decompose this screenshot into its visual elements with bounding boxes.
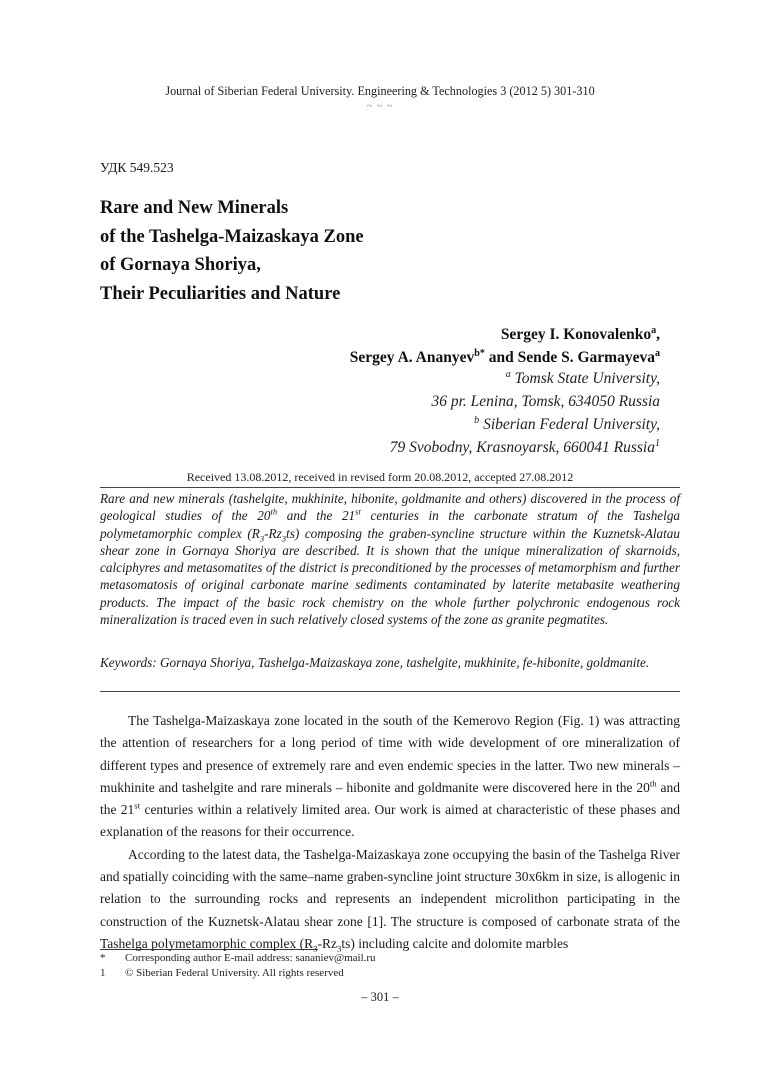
- affil-mark: a: [505, 368, 511, 380]
- received-dates: Received 13.08.2012, received in revised form 20.08.2012, accepted 27.08.2012: [186, 470, 574, 484]
- abstract-text: Rare and new minerals (tashelgite, mukhinite, hibonite, goldmanite and others) discovered in the process of geological studies of the 20: [100, 491, 680, 524]
- author-affil-mark: b*: [474, 347, 485, 359]
- paragraph-text: According to the latest data, the Tashelga-Maizaskaya zone occupying the basin of the Tashelga River and spatially coinciding with the same–name graben-syncline joint structure 30x6km in size, is allogenic in relation to the surrounding rocks and represents an independent microlithon participating in the construction of the Kuznetsk-Alatau shear zone [1]. The structure is composed of carbonate strata of the Tashelga polymetamorphic complex (R: [100, 846, 680, 951]
- paragraph: [100, 710, 680, 844]
- header-ornament: ~ ~ ~: [366, 101, 394, 112]
- paragraph-text: centuries within a relatively limited area. Our work is aimed at characteristic of these phases and explanation of the reasons for their occurrence.: [100, 802, 680, 840]
- footnotes: [100, 951, 376, 981]
- footnote-text: Corresponding author E-mail address: sananiev@mail.ru: [125, 952, 376, 964]
- abstract-top-rule: [100, 487, 680, 488]
- author-conjunction: and: [484, 349, 518, 366]
- abstract-text: -Rz: [264, 525, 282, 541]
- running-head: Journal of Siberian Federal University. Engineering & Technologies 3 (2012 5) 301-310: [165, 84, 595, 98]
- punctuation: ,: [656, 326, 660, 343]
- author-name: Sende S. Garmayeva: [517, 349, 655, 366]
- abstract: [100, 490, 680, 628]
- author-list: [350, 323, 660, 369]
- title-line: of Gornaya Shoriya,: [100, 255, 261, 275]
- paragraph-text: and the 21: [100, 779, 680, 818]
- keywords: Keywords: Gornaya Shoriya, Tashelga-Maizaskaya zone, tashelgite, mukhinite, fe-hibonite, goldmanite.: [100, 655, 650, 670]
- affiliation-b-address: [390, 436, 660, 459]
- title-line: of the Tashelga-Maizaskaya Zone: [100, 226, 364, 247]
- superscript: th: [270, 506, 278, 517]
- author-affil-mark: a: [651, 324, 657, 336]
- superscript: st: [355, 506, 361, 517]
- author-line-1: [350, 323, 660, 346]
- subscript: 3: [313, 943, 318, 954]
- footnote: [100, 966, 376, 981]
- footnote-mark: 1: [100, 967, 106, 979]
- affiliations: [390, 367, 660, 459]
- page-number: – 301 –: [361, 990, 399, 1004]
- udk-code: УДК 549.523: [100, 160, 174, 175]
- superscript: st: [134, 800, 141, 811]
- footnote-text: © Siberian Federal University. All rights reserved: [125, 967, 344, 979]
- footnote-separator: [100, 949, 318, 950]
- subscript: 3: [281, 533, 287, 544]
- affiliation-a-address: 36 pr. Lenina, Tomsk, 634050 Russia: [431, 393, 660, 410]
- author-name: Sergey A. Ananyev: [349, 349, 475, 366]
- footnote: [100, 951, 376, 966]
- abstract-text: centuries in the carbonate stratum of the Tashelga polymetamorphic complex (R: [100, 508, 681, 541]
- abstract-text: ts) composing the graben-syncline structure within the Kuznetsk-Alatau shear zone in Gornaya Shoriya are described. It is shown that the unique mineralization of skarnoids, calciphyres and metasomatites of the district is preconditioned by the processes of metamorphism and further metasomatosis of original carbonate marine sediments contaminated by laterite metabasite weathering products. The impact of the basic rock chemistry on the whole further polychronic endogenous rock mineralization is traced even in such relatively closed systems of the zone as granite pegmatites.: [100, 525, 680, 628]
- paragraph-text: ts) including calcite and dolomite marbles: [341, 935, 569, 951]
- superscript: th: [649, 778, 657, 789]
- title-line: Their Peculiarities and Nature: [100, 283, 341, 304]
- affil-text: Tomsk State University,: [514, 370, 660, 387]
- subscript: 3: [337, 943, 342, 954]
- affil-text: 79 Svobodny, Krasnoyarsk, 660041 Russia: [389, 439, 655, 456]
- affiliation-a-name: [390, 367, 660, 390]
- title-line: Rare and New Minerals: [100, 198, 289, 218]
- footnote-ref: 1: [654, 437, 660, 449]
- author-affil-mark: a: [654, 347, 660, 359]
- article-title: [100, 194, 364, 308]
- paragraph-text: -Rz: [317, 935, 338, 951]
- affiliation-b-name: [390, 413, 660, 436]
- affil-mark: b: [474, 414, 480, 426]
- author-name: Sergey I. Konovalenko: [500, 326, 652, 343]
- footnote-mark: *: [100, 952, 106, 964]
- paragraph-text: The Tashelga-Maizaskaya zone located in the south of the Kemerovo Region (Fig. 1) was attracting the attention of researchers for a long period of time with wide development of ore mineralization of different types and presence of extremely rare and even endemic species in the latter. Two new minerals – mukhinite and tashelgite and rare minerals – hibonite and goldmanite were discovered here in the 20: [100, 713, 680, 795]
- affil-text: Siberian Federal University,: [483, 416, 660, 433]
- paragraph: [100, 844, 680, 955]
- subscript: 3: [259, 533, 265, 544]
- author-line-2: [350, 346, 660, 369]
- body-text: [100, 710, 680, 955]
- abstract-bottom-rule: [100, 691, 680, 692]
- abstract-text: and the 21: [277, 508, 356, 524]
